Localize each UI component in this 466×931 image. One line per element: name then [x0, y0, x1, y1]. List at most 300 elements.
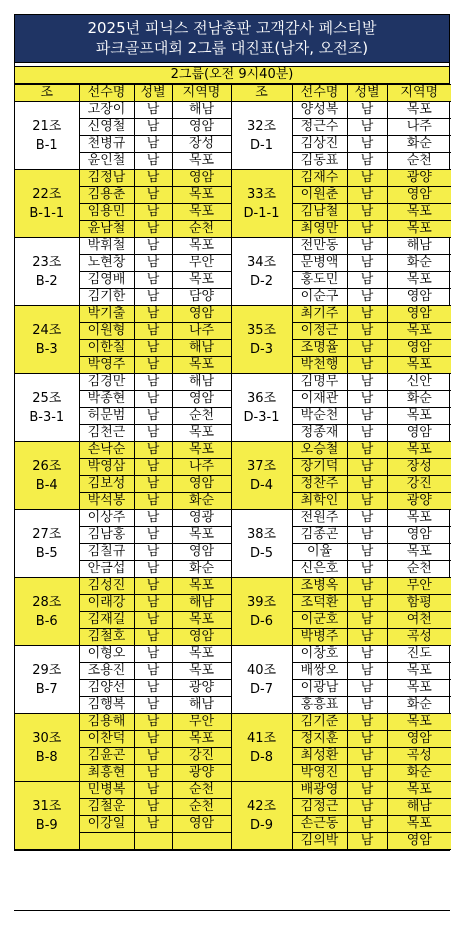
player-region: 나주: [387, 119, 451, 136]
player-name: 홍도민: [292, 272, 347, 289]
player-name: 고장이: [79, 102, 134, 119]
group-code: D-3-1: [243, 409, 280, 425]
player-name: 장기덕: [292, 459, 347, 476]
player-region: 목포: [172, 187, 231, 204]
group-number: 32조: [246, 118, 277, 134]
player-gender: 남: [347, 663, 387, 680]
group-cell: [15, 102, 79, 170]
player-gender: 남: [134, 561, 172, 578]
group-label: 2그룹(오전 9시40분): [15, 67, 449, 84]
group-code: B-2: [35, 273, 58, 289]
player-gender: 남: [134, 306, 172, 323]
player-name: 김칠규: [79, 544, 134, 561]
player-name: 김재수: [292, 170, 347, 187]
player-gender: 남: [134, 612, 172, 629]
group-number: 29조: [32, 662, 62, 678]
group-cell: [15, 782, 79, 850]
player-name: 박천행: [292, 357, 347, 374]
player-name: 박병주: [292, 629, 347, 646]
player-region: 영암: [172, 306, 231, 323]
player-name: 박순천: [292, 408, 347, 425]
player-name: 박영진: [292, 765, 347, 782]
group-cell: [15, 374, 79, 442]
player-region: 영광: [172, 510, 231, 527]
player-gender: 남: [347, 612, 387, 629]
group-code: D-4: [250, 477, 273, 493]
player-region: 해남: [172, 374, 231, 391]
player-region: 영암: [172, 391, 231, 408]
group-number: 34조: [246, 254, 277, 270]
player-gender: 남: [134, 136, 172, 153]
player-gender: 남: [347, 527, 387, 544]
group-code: D-9: [250, 817, 273, 833]
group-number: 39조: [246, 594, 277, 610]
player-name: 김의박: [292, 833, 347, 850]
group-code: B-5: [35, 545, 58, 561]
player-gender: 남: [347, 578, 387, 595]
group-number: 22조: [32, 186, 62, 202]
player-name: 김천근: [79, 425, 134, 442]
player-region: 신안: [387, 374, 451, 391]
player-gender: 남: [347, 391, 387, 408]
player-gender: 남: [347, 680, 387, 697]
player-name: 문병액: [292, 255, 347, 272]
player-region: 광양: [387, 493, 451, 510]
player-name: 김재길: [79, 612, 134, 629]
player-gender: 남: [134, 765, 172, 782]
player-name: 정지훈: [292, 731, 347, 748]
player-gender: 남: [134, 153, 172, 170]
player-name: 노현창: [79, 255, 134, 272]
player-name: 최기주: [292, 306, 347, 323]
player-name: 이상주: [79, 510, 134, 527]
player-gender: 남: [134, 510, 172, 527]
player-gender: 남: [347, 289, 387, 306]
player-name: 신영철: [79, 119, 134, 136]
player-region: 화순: [387, 697, 451, 714]
player-name: 김남홍: [79, 527, 134, 544]
group-code: D-7: [250, 681, 273, 697]
player-name: 최성환: [292, 748, 347, 765]
player-region: 해남: [172, 340, 231, 357]
player-name: 최영만: [292, 221, 347, 238]
player-gender: 남: [347, 646, 387, 663]
player-gender: 남: [347, 799, 387, 816]
player-name: 김정근: [292, 799, 347, 816]
player-region: 광양: [172, 765, 231, 782]
title-banner: [15, 15, 449, 63]
player-gender: 남: [134, 748, 172, 765]
player-gender: 남: [134, 799, 172, 816]
group-number: 35조: [246, 322, 277, 338]
player-name: 박기출: [79, 306, 134, 323]
player-gender: 남: [134, 272, 172, 289]
header-player: 선수명: [79, 85, 134, 102]
player-region: 함평: [387, 595, 451, 612]
bracket-body: [15, 102, 451, 850]
player-region: 목포: [387, 323, 451, 340]
player-name: 오승철: [292, 442, 347, 459]
player-gender: 남: [347, 765, 387, 782]
group-cell: [231, 646, 292, 714]
player-name: 윤남철: [79, 221, 134, 238]
player-region: 목포: [172, 272, 231, 289]
player-gender: 남: [347, 731, 387, 748]
player-region: 목포: [172, 612, 231, 629]
player-gender: [134, 833, 172, 850]
player-region: 나주: [172, 323, 231, 340]
player-region: 영암: [172, 476, 231, 493]
player-gender: 남: [134, 221, 172, 238]
player-region: 영암: [172, 544, 231, 561]
player-gender: 남: [347, 187, 387, 204]
player-gender: 남: [347, 408, 387, 425]
group-number: 25조: [32, 390, 62, 406]
player-name: 김윤곤: [79, 748, 134, 765]
group-number: 28조: [32, 594, 62, 610]
player-gender: 남: [347, 323, 387, 340]
group-cell: [15, 442, 79, 510]
player-gender: 남: [134, 782, 172, 799]
group-number: 30조: [32, 730, 62, 746]
player-gender: 남: [347, 595, 387, 612]
player-name: 김정남: [79, 170, 134, 187]
player-name: 김영배: [79, 272, 134, 289]
group-cell: [15, 170, 79, 238]
player-region: 목포: [172, 527, 231, 544]
player-name: 김철호: [79, 629, 134, 646]
player-name: 이정근: [292, 323, 347, 340]
player-gender: 남: [134, 255, 172, 272]
player-region: 광양: [387, 170, 451, 187]
group-number: 38조: [246, 526, 277, 542]
player-gender: 남: [347, 510, 387, 527]
player-region: 순천: [172, 221, 231, 238]
player-gender: 남: [134, 646, 172, 663]
player-gender: 남: [134, 204, 172, 221]
player-name: 김경만: [79, 374, 134, 391]
table-row: [15, 238, 451, 255]
group-cell: [231, 374, 292, 442]
player-gender: 남: [134, 391, 172, 408]
player-name: 신은호: [292, 561, 347, 578]
player-region: 강진: [387, 476, 451, 493]
player-region: 여천: [387, 612, 451, 629]
player-region: 화순: [387, 136, 451, 153]
table-row: [15, 578, 451, 595]
player-name: 전원주: [292, 510, 347, 527]
group-number: 33조: [246, 186, 277, 202]
group-number: 37조: [246, 458, 277, 474]
player-name: 조덕환: [292, 595, 347, 612]
player-region: 목포: [387, 272, 451, 289]
player-gender: 남: [347, 697, 387, 714]
player-region: 영암: [387, 289, 451, 306]
table-row: [15, 102, 451, 119]
player-gender: 남: [347, 204, 387, 221]
player-region: 영암: [387, 731, 451, 748]
header-gender: 성별: [134, 85, 172, 102]
player-gender: 남: [347, 833, 387, 850]
player-name: 김보성: [79, 476, 134, 493]
table-row: [15, 714, 451, 731]
player-region: 영암: [172, 816, 231, 833]
player-gender: 남: [134, 731, 172, 748]
player-region: 곡성: [387, 629, 451, 646]
player-name: 조명율: [292, 340, 347, 357]
group-code: D-6: [250, 613, 273, 629]
player-gender: 남: [347, 816, 387, 833]
player-name: 안금섭: [79, 561, 134, 578]
player-name: 이강일: [79, 816, 134, 833]
player-name: 손근동: [292, 816, 347, 833]
player-gender: 남: [347, 561, 387, 578]
player-region: 목포: [387, 663, 451, 680]
header-gender: 성별: [347, 85, 387, 102]
player-gender: 남: [134, 425, 172, 442]
player-name: 김성진: [79, 578, 134, 595]
group-code: D-3: [250, 341, 273, 357]
player-name: 박영삼: [79, 459, 134, 476]
group-cell: [231, 510, 292, 578]
player-gender: 남: [347, 476, 387, 493]
player-gender: 남: [134, 323, 172, 340]
player-name: 이형오: [79, 646, 134, 663]
player-region: 화순: [387, 255, 451, 272]
player-name: 정찬주: [292, 476, 347, 493]
player-gender: 남: [347, 544, 387, 561]
group-cell: [15, 646, 79, 714]
player-name: 박영주: [79, 357, 134, 374]
player-gender: 남: [134, 544, 172, 561]
group-cell: [15, 306, 79, 374]
player-name: 박휘철: [79, 238, 134, 255]
group-number: 36조: [246, 390, 277, 406]
player-name: 조병옥: [292, 578, 347, 595]
player-gender: 남: [134, 816, 172, 833]
player-name: 윤인철: [79, 153, 134, 170]
bracket-table: [15, 84, 451, 850]
player-region: 목포: [387, 408, 451, 425]
title-line-1: 2025년 피닉스 전남총판 고객감사 페스티발: [87, 19, 377, 37]
player-region: 해남: [172, 102, 231, 119]
player-region: 목포: [172, 204, 231, 221]
player-region: 순천: [172, 799, 231, 816]
player-name: 이창호: [292, 646, 347, 663]
player-gender: 남: [134, 357, 172, 374]
player-name: 최학인: [292, 493, 347, 510]
player-gender: 남: [134, 170, 172, 187]
player-gender: 남: [134, 289, 172, 306]
player-region: 목포: [387, 680, 451, 697]
player-gender: 남: [347, 221, 387, 238]
group-cell: [15, 714, 79, 782]
player-gender: 남: [134, 578, 172, 595]
player-name: 김용해: [79, 714, 134, 731]
group-code: D-5: [250, 545, 273, 561]
player-name: 김기한: [79, 289, 134, 306]
player-name: 이순구: [292, 289, 347, 306]
player-region: 순천: [172, 408, 231, 425]
player-name: 이래강: [79, 595, 134, 612]
group-code: D-2: [250, 273, 273, 289]
player-region: 해남: [387, 238, 451, 255]
player-gender: 남: [347, 272, 387, 289]
player-name: 전만동: [292, 238, 347, 255]
player-region: 해남: [172, 697, 231, 714]
player-region: 목포: [172, 238, 231, 255]
header-region: 지역명: [387, 85, 451, 102]
player-name: 김명무: [292, 374, 347, 391]
player-gender: 남: [134, 340, 172, 357]
player-name: 배쌍오: [292, 663, 347, 680]
group-cell: [231, 782, 292, 850]
title-line-2: 파크골프대회 2그룹 대진표(남자, 오전조): [95, 39, 369, 57]
group-code: D-8: [250, 749, 273, 765]
group-cell: [231, 102, 292, 170]
player-region: 화순: [172, 493, 231, 510]
player-region: 목포: [387, 510, 451, 527]
player-gender: 남: [347, 459, 387, 476]
player-region: 영암: [172, 170, 231, 187]
player-region: 순천: [387, 561, 451, 578]
player-name: 홍흥표: [292, 697, 347, 714]
player-region: 곡성: [387, 748, 451, 765]
group-code: B-1: [35, 137, 58, 153]
player-gender: 남: [347, 340, 387, 357]
player-region: 목포: [387, 204, 451, 221]
header-row: [15, 85, 451, 102]
player-region: 영암: [387, 187, 451, 204]
player-region: 목포: [172, 153, 231, 170]
player-region: 무안: [172, 714, 231, 731]
player-gender: 남: [134, 697, 172, 714]
player-region: 영암: [387, 425, 451, 442]
player-name: 이원형: [79, 323, 134, 340]
player-gender: 남: [347, 374, 387, 391]
group-code: B-8: [35, 749, 58, 765]
player-region: 목포: [387, 714, 451, 731]
group-number: 24조: [32, 322, 62, 338]
player-region: 목포: [172, 646, 231, 663]
player-region: 목포: [172, 425, 231, 442]
group-number: 26조: [32, 458, 62, 474]
player-gender: 남: [347, 748, 387, 765]
table-row: [15, 510, 451, 527]
player-gender: 남: [134, 459, 172, 476]
player-region: 광양: [172, 680, 231, 697]
group-cell: [15, 510, 79, 578]
player-region: 목포: [387, 544, 451, 561]
player-region: 목포: [387, 816, 451, 833]
group-number: 23조: [32, 254, 62, 270]
player-gender: 남: [134, 663, 172, 680]
player-name: 이원춘: [292, 187, 347, 204]
player-name: 김남철: [292, 204, 347, 221]
table-row: [15, 442, 451, 459]
player-name: 박종현: [79, 391, 134, 408]
player-region: 장성: [387, 459, 451, 476]
player-gender: 남: [134, 493, 172, 510]
player-gender: 남: [134, 629, 172, 646]
player-name: 김기준: [292, 714, 347, 731]
player-name: 이찬덕: [79, 731, 134, 748]
bottom-rule: [14, 910, 450, 911]
player-gender: 남: [347, 782, 387, 799]
player-region: 목포: [172, 663, 231, 680]
player-gender: 남: [134, 714, 172, 731]
table-row: [15, 782, 451, 799]
player-name: 이군호: [292, 612, 347, 629]
player-gender: 남: [347, 493, 387, 510]
player-name: 이한칠: [79, 340, 134, 357]
player-region: 영암: [387, 340, 451, 357]
header-region: 지역명: [172, 85, 231, 102]
player-name: 허문범: [79, 408, 134, 425]
header-group: 조: [231, 85, 292, 102]
player-region: 목포: [172, 357, 231, 374]
player-region: 영암: [172, 119, 231, 136]
player-region: 장성: [172, 136, 231, 153]
group-number: 27조: [32, 526, 62, 542]
player-region: 해남: [387, 799, 451, 816]
group-number: 42조: [246, 798, 277, 814]
player-gender: 남: [134, 238, 172, 255]
player-region: 영암: [387, 306, 451, 323]
player-region: 진도: [387, 646, 451, 663]
player-gender: 남: [347, 170, 387, 187]
player-name: [79, 833, 134, 850]
group-code: B-1-1: [29, 205, 65, 221]
group-code: B-9: [35, 817, 58, 833]
player-gender: 남: [134, 102, 172, 119]
player-name: 정근수: [292, 119, 347, 136]
player-gender: 남: [134, 442, 172, 459]
player-region: 영암: [387, 527, 451, 544]
header-player: 선수명: [292, 85, 347, 102]
group-cell: [231, 578, 292, 646]
player-gender: 남: [347, 255, 387, 272]
player-name: 이재관: [292, 391, 347, 408]
player-region: 영암: [387, 833, 451, 850]
player-region: 무안: [387, 578, 451, 595]
player-region: 담양: [172, 289, 231, 306]
player-gender: 남: [347, 306, 387, 323]
group-code: B-7: [35, 681, 58, 697]
group-number: 41조: [246, 730, 277, 746]
group-number: 40조: [246, 662, 277, 678]
player-region: 목포: [387, 357, 451, 374]
table-row: [15, 170, 451, 187]
player-name: 천병규: [79, 136, 134, 153]
bracket-sheet: [14, 14, 450, 851]
player-gender: 남: [347, 442, 387, 459]
group-code: B-3: [35, 341, 58, 357]
group-cell: [15, 578, 79, 646]
group-code: D-1-1: [243, 205, 280, 221]
player-name: 김양선: [79, 680, 134, 697]
player-region: [172, 833, 231, 850]
header-group: 조: [15, 85, 79, 102]
player-gender: 남: [134, 680, 172, 697]
player-region: 목포: [387, 442, 451, 459]
player-region: 나주: [172, 459, 231, 476]
table-row: [15, 646, 451, 663]
player-name: 김종곤: [292, 527, 347, 544]
player-region: 목포: [387, 221, 451, 238]
player-name: 민병복: [79, 782, 134, 799]
player-name: 손낙순: [79, 442, 134, 459]
